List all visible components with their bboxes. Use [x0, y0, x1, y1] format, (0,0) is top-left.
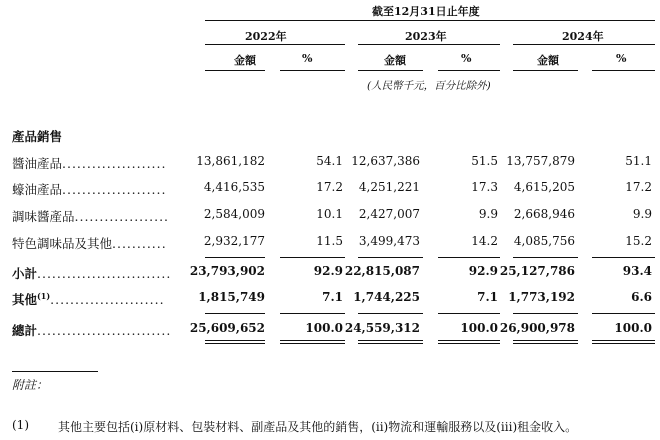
rows-2-v2022: 2,584,009	[203, 207, 265, 221]
tot-rule-a22	[205, 313, 265, 314]
subtotal-p2023: 92.9	[468, 264, 498, 278]
year-2022: 2022年	[245, 30, 287, 43]
rows-2-v2024: 2,668,946	[513, 207, 575, 221]
rows-3-v2022: 2,932,177	[203, 234, 265, 248]
leader-dots: .......................	[50, 292, 165, 307]
col-pct-2023: %	[461, 52, 472, 65]
total-p2022: 100.0	[305, 321, 343, 335]
row-label-text: 醬油產品	[12, 156, 63, 171]
others-p2022: 7.1	[322, 290, 343, 304]
footnote-marker: (1)	[37, 290, 51, 301]
rows-2-p2023: 9.9	[478, 207, 498, 221]
rows-1-label	[12, 180, 166, 198]
rows-1-v2022: 4,416,535	[203, 180, 265, 194]
row-label-text: 調味醬產品	[12, 209, 75, 224]
rows-0-v2023: 12,637,386	[351, 154, 420, 168]
leader-dots: .....................	[62, 182, 167, 197]
leader-dots: ...................	[74, 209, 170, 224]
rows-1-v2023: 4,251,221	[358, 180, 420, 194]
note-text: 其他主要包括(i)原材料、包裝材料、副產品及其他的銷售，(ii)物流和運輸服務以及(iii)租金收入。	[58, 420, 578, 434]
total-dline-a24	[513, 340, 578, 344]
sub-rule-p24	[592, 257, 655, 258]
pct-2023-rule	[438, 70, 500, 71]
rows-2-label	[12, 207, 169, 225]
rows-3-label	[12, 234, 167, 252]
rows-3-p2024: 15.2	[625, 234, 652, 248]
year-2024-rule	[513, 44, 655, 45]
col-pct-2024: %	[616, 52, 627, 65]
total-dline-p23	[438, 340, 500, 344]
others-v2024: 1,773,192	[508, 290, 575, 304]
year-2023: 2023年	[405, 30, 447, 43]
rows-0-v2024: 13,757,879	[506, 154, 575, 168]
total-v2022: 25,609,652	[189, 321, 265, 335]
year-2023-rule	[358, 44, 500, 45]
total-dline-a22	[205, 340, 265, 344]
amount-2022-rule	[205, 70, 265, 71]
year-2022-rule	[205, 44, 345, 45]
rows-3-v2023: 3,499,473	[358, 234, 420, 248]
rows-2-v2023: 2,427,007	[358, 207, 420, 221]
total-p2024: 100.0	[614, 321, 652, 335]
total-p2023: 100.0	[460, 321, 498, 335]
total-v2024: 26,900,978	[499, 321, 575, 335]
rows-1-p2024: 17.2	[625, 180, 652, 194]
rows-0-p2023: 51.5	[471, 154, 498, 168]
tot-rule-a24	[513, 313, 578, 314]
total-v2023: 24,559,312	[344, 321, 420, 335]
rows-3-p2022: 11.5	[316, 234, 343, 248]
others-p2023: 7.1	[477, 290, 498, 304]
rows-1-v2024: 4,615,205	[513, 180, 575, 194]
others-p2024: 6.6	[631, 290, 652, 304]
col-amount-2024: 金額	[537, 54, 559, 67]
sub-rule-p22	[280, 257, 345, 258]
total-dline-a23	[358, 340, 423, 344]
total-dline-p22	[280, 340, 345, 344]
subtotal-v2023: 22,815,087	[344, 264, 420, 278]
others-label	[12, 290, 165, 308]
total-dline-p24	[592, 340, 655, 344]
note-marker: (1)	[12, 418, 29, 432]
sub-rule-a24	[513, 257, 578, 258]
year-2024: 2024年	[562, 30, 604, 43]
subtotal-p2024: 93.4	[622, 264, 652, 278]
subtotal-p2022: 92.9	[313, 264, 343, 278]
total-label	[12, 321, 171, 339]
pct-2022-rule	[280, 70, 345, 71]
rows-2-p2024: 9.9	[632, 207, 652, 221]
row-label-text: 特色調味品及其他	[12, 236, 113, 251]
row-label-text: 小計	[12, 266, 38, 281]
leader-dots: ...........	[112, 236, 167, 251]
leader-dots: ...........................	[37, 266, 172, 281]
notes-title: 附註：	[12, 378, 49, 392]
leader-dots: ...........................	[37, 323, 172, 338]
row-label-text: 總計	[12, 323, 38, 338]
col-pct-2022: %	[302, 52, 313, 65]
section-title: 產品銷售	[12, 129, 63, 144]
rows-3-v2024: 4,085,756	[513, 234, 575, 248]
rows-0-label	[12, 154, 166, 172]
others-v2023: 1,744,225	[353, 290, 420, 304]
row-label-text: 其他	[12, 292, 38, 307]
rows-2-p2022: 10.1	[316, 207, 343, 221]
tot-rule-p24	[592, 313, 655, 314]
tot-rule-p23	[438, 313, 500, 314]
subtotal-v2022: 23,793,902	[189, 264, 265, 278]
leader-dots: .....................	[62, 156, 167, 171]
rows-0-v2022: 13,861,182	[196, 154, 265, 168]
col-amount-2023: 金額	[384, 54, 406, 67]
header-rule	[205, 20, 655, 21]
amount-2023-rule	[358, 70, 423, 71]
amount-2024-rule	[513, 70, 578, 71]
tot-rule-a23	[358, 313, 423, 314]
period-header: 截至12月31日止年度	[372, 5, 480, 18]
rows-1-p2022: 17.2	[316, 180, 343, 194]
row-label-text: 蠔油產品	[12, 182, 63, 197]
rows-1-p2023: 17.3	[471, 180, 498, 194]
others-v2022: 1,815,749	[198, 290, 265, 304]
rows-0-p2022: 54.1	[316, 154, 343, 168]
rows-3-p2023: 14.2	[471, 234, 498, 248]
unit-note: (人民幣千元，百分比除外)	[367, 80, 491, 92]
sub-rule-a22	[205, 257, 265, 258]
subtotal-label	[12, 264, 171, 282]
rows-0-p2024: 51.1	[625, 154, 652, 168]
col-amount-2022: 金額	[234, 54, 256, 67]
subtotal-v2024: 25,127,786	[499, 264, 575, 278]
notes-rule	[12, 371, 98, 372]
sub-rule-p23	[438, 257, 500, 258]
sub-rule-a23	[358, 257, 423, 258]
pct-2024-rule	[592, 70, 655, 71]
tot-rule-p22	[280, 313, 345, 314]
